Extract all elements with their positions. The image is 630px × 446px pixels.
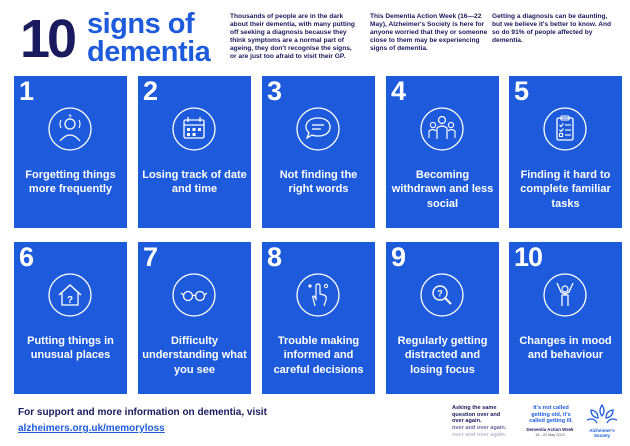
- sign-label: Forgetting things more frequently: [25, 169, 116, 196]
- sign-number: 7: [143, 242, 158, 272]
- sign-number: 1: [19, 76, 34, 106]
- sign-label: Losing track of date and time: [142, 169, 247, 196]
- svg-text:?: ?: [437, 288, 443, 299]
- sign-number: 6: [19, 242, 34, 272]
- sign-number: 10: [514, 242, 543, 272]
- intro-paragraph-2: This Dementia Action Week (16—22 May), Alzheimer's Society is here for anyone worried that they or someone close to them may be experiencing signs of dementia.: [370, 13, 488, 53]
- house-question-icon: [47, 272, 93, 318]
- sign-label: Difficulty understanding what you see: [142, 335, 247, 376]
- sign-label: Finding it hard to complete familiar tasks: [520, 169, 611, 210]
- sign-number: 8: [267, 242, 282, 272]
- sign-tile-2: [138, 76, 251, 228]
- sign-tile-3: [262, 76, 375, 228]
- svg-text:?: ?: [66, 295, 74, 306]
- support-text: For support and more information on dementia, visit: [18, 407, 267, 418]
- speech-bubble-icon: [295, 106, 341, 152]
- sign-tile-1: [14, 76, 127, 228]
- campaign-date: 16 - 22 May 2022: [535, 432, 565, 437]
- title-line-1: signs of: [87, 8, 195, 40]
- person-arms-up-icon: [542, 272, 588, 318]
- sign-tile-10: [509, 242, 622, 394]
- campaign-slogan: It's not called getting old, it's called getting ill.: [529, 405, 573, 425]
- sign-tile-4: [386, 76, 499, 228]
- sign-tile-6: [14, 242, 127, 394]
- header: [0, 0, 630, 78]
- tagline-echo-1: over and over again.: [452, 425, 507, 432]
- hand-choice-icon: [295, 272, 341, 318]
- tagline-echo-2: over and over again.: [452, 431, 507, 438]
- big-number-ten: 10: [20, 9, 75, 69]
- sign-label: Not finding the right words: [279, 169, 358, 196]
- campaign-name: Dementia Action Week: [526, 427, 574, 432]
- campaign-tagline: [452, 405, 512, 439]
- people-group-icon: [419, 106, 465, 152]
- memoryloss-link[interactable]: alzheimers.org.uk/memoryloss: [18, 423, 165, 434]
- sign-tile-7: [138, 242, 251, 394]
- sign-tile-9: [386, 242, 499, 394]
- sign-tile-5: [509, 76, 622, 228]
- glasses-icon: [171, 272, 217, 318]
- checklist-icon: [542, 106, 588, 152]
- logo-text: Alzheimer's Society: [589, 428, 615, 439]
- magnifier-question-icon: [419, 272, 465, 318]
- campaign-info: [522, 427, 578, 438]
- tagline-main: Asking the same question over and over again.: [452, 405, 501, 425]
- svg-text:?: ?: [68, 115, 72, 121]
- sign-tile-8: [262, 242, 375, 394]
- sign-label: Changes in mood and behaviour: [519, 335, 612, 362]
- sign-label: Becoming withdrawn and less social: [391, 169, 494, 210]
- sign-number: 3: [267, 76, 282, 106]
- poster-title: [87, 10, 210, 67]
- sign-label: Putting things in unusual places: [27, 335, 114, 362]
- intro-paragraph-1: Thousands of people are in the dark about their dementia, with many putting off seeking a diagnosis because they think symptoms are a normal part of ageing, they don't recognise the signs, or are just too afraid to visit their GP.: [230, 13, 355, 61]
- sign-number: 4: [391, 76, 406, 106]
- calendar-icon: [171, 106, 217, 152]
- sign-number: 9: [391, 242, 406, 272]
- sign-label: Trouble making informed and careful decisions: [273, 335, 364, 376]
- person-question-icon: [47, 106, 93, 152]
- signs-grid: [14, 76, 622, 396]
- title-line-2: dementia: [87, 36, 211, 69]
- sign-number: 2: [143, 76, 158, 106]
- intro-paragraph-3: Getting a diagnosis can be daunting, but we believe it's better to know. And so do 91% of people affected by dementia.: [492, 13, 612, 45]
- sign-label: Regularly getting distracted and losing focus: [397, 335, 488, 376]
- sign-number: 5: [514, 76, 529, 106]
